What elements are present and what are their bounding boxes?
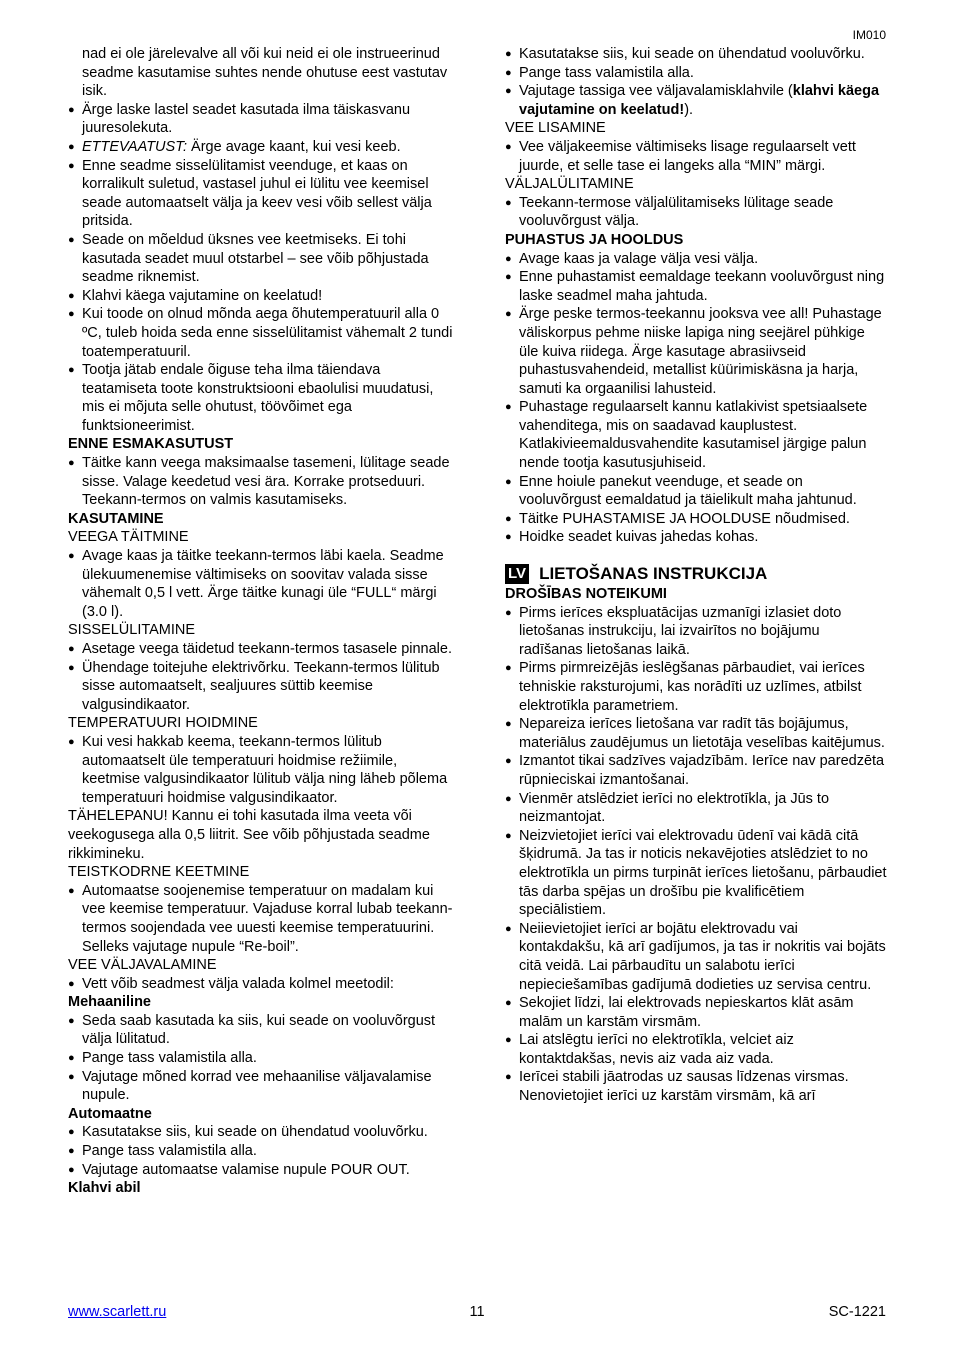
list-item: ● Pange tass valamistila alla. — [68, 1143, 257, 1160]
bullet-icon: ● — [68, 1145, 75, 1158]
bullet-icon: ● — [505, 401, 512, 414]
bullet-icon: ● — [68, 643, 75, 655]
list-item: ● Pirms pirmreizējās ieslēgšanas pārbaudiet, vai ierīces tehniskie raksturojumi, kas norādīti uz uzlīmes, atbilst elektrotīkla parametriem. — [505, 660, 865, 714]
left-column — [68, 45, 453, 1198]
usage-heading: KASUTAMINE — [68, 510, 164, 527]
bullet-icon: ● — [505, 512, 512, 525]
list-item: ● Pirms ierīces ekspluatācijas uzmanīgi izlasiet doto lietošanas instrukciju, lai izvairītos no bojājumu radīšanas lietošanas laikā. — [505, 604, 842, 658]
list-item: ● Enne seadme sisselülitamist veenduge, et kaas on korralikult suletud, vastasel juhul ei lülitu vee keemisel seade automaatselt välja ja keev vesi võib sellest välja pritsida. — [68, 157, 432, 230]
list-item: ● Pange tass valamistila alla. — [68, 1050, 257, 1067]
list-item: ● Seda saab kasutada ka siis, kui seade on vooluvõrgust välja lülitatud. — [68, 1012, 436, 1048]
keep-warm-heading: TEMPERATUURI HOIDMINE — [68, 715, 258, 732]
model-number: SC-1221 — [828, 1304, 886, 1320]
list-item: ● Enne hoiule panekut veenduge, et seade on vooluvõrgust eemaldatud ja täielikult maha jahtunud. — [505, 473, 857, 509]
bullet-icon: ● — [505, 475, 512, 488]
list-item: ● Avage kaas ja valage välja vesi välja. — [505, 250, 759, 267]
document-code: IM010 — [852, 28, 886, 42]
bullet-icon: ● — [505, 755, 512, 768]
bullet-icon: ● — [68, 159, 75, 172]
list-item: ● Kui vesi hakkab keema, teekann-termos lülitub automaatselt üle temperatuuri hoidmise režiimile, keetmise valgusindikaator lülitub välja ning läheb põlema temperatuuri hoidmise valgusindikaator. — [68, 733, 448, 806]
list-item: ● Pange tass valamistila alla. — [505, 64, 694, 81]
reboil-heading: TEISTKODRNE KEETMINE — [68, 864, 250, 881]
list-item: ● Täitke kann veega maksimaalse tasemeni, lülitage seade sisse. Valage keedetud vesi ära. Korrake protseduuri. Teekann-termos on valmis kasutamiseks. — [68, 455, 450, 509]
bullet-icon: ● — [68, 1052, 75, 1065]
bullet-icon: ● — [505, 271, 512, 284]
add-water-heading: VEE LISAMINE — [505, 120, 606, 137]
bullet-icon: ● — [505, 606, 512, 619]
section-title — [505, 563, 887, 585]
bullet-icon: ● — [68, 661, 75, 674]
bullet-icon: ● — [505, 85, 512, 98]
list-item: ● Täitke PUHASTAMISE JA HOOLDUSE nõudmised. — [505, 510, 850, 527]
bullet-icon: ● — [68, 103, 75, 116]
automatic-heading: Automaatne — [68, 1105, 152, 1122]
list-item: ● Tootja jätab endale õiguse teha ilma täiendava teatamiseta toote konstruktsiooni ebaolulisi muudatusi, mis ei mõjuta selle ohutust, töövõimet ega funktsioneerimist. — [68, 362, 434, 434]
list-item: ● Avage kaas ja täitke teekann-termos läbi kaela. Seadme ülekuumenemise vältimiseks on soovitav valada sisse vähemalt 0,5 l vett. Ärge täitke kunagi üle “FULL“ märgi (3.0 l). — [68, 548, 444, 620]
bullet-icon: ● — [505, 829, 512, 842]
bullet-icon: ● — [505, 1034, 512, 1047]
bullet-icon: ● — [505, 252, 512, 265]
right-column — [505, 45, 887, 1106]
section-heading: LIETOŠANAS INSTRUKCIJA — [539, 563, 768, 583]
list-item: ● Neiievietojiet ierīci ar bojātu elektrovadu vai kontakdakšu, kā arī gadījumos, ja tas ir nokritis vai bojāts citā veidā. Lai pārbaudītu un salabotu ierīci nepieciešamības gadījumā dodieties uz servisa centru. — [505, 920, 886, 993]
bullet-icon: ● — [68, 550, 75, 563]
bullet-icon: ● — [505, 792, 512, 805]
bullet-icon: ● — [68, 977, 75, 990]
list-item: ● Puhastage regulaarselt kannu katlakivist spetsiaalsete vahenditega, mis on saadavad kauplustest. Katlakivieemaldusvahendite kasutamisel järgige palun nende tootja kasutusjuhiseid. — [505, 399, 868, 472]
list-item — [68, 45, 453, 101]
bullet-icon: ● — [505, 308, 512, 321]
website-link[interactable]: www.scarlett.ru — [68, 1304, 167, 1320]
list-item: ● Kui toode on olnud mõnda aega õhutemperatuuril alla 0 ºC, tuleb hoida seda enne sisselülitamist vähemalt 2 tundi toatemperatuuril. — [68, 306, 453, 360]
bullet-icon: ● — [68, 1014, 75, 1027]
cleaning-heading: PUHASTUS JA HOOLDUS — [505, 231, 684, 248]
warning-label: ETTEVAATUST: — [82, 138, 188, 155]
list-item: ● Vajutage automaatse valamise nupule POUR OUT. — [68, 1161, 410, 1178]
list-item: ● Vett võib seadmest välja valada kolmel meetodil: — [68, 975, 394, 992]
bullet-icon: ● — [505, 48, 512, 60]
bullet-icon: ● — [505, 140, 512, 153]
list-item: ● Enne puhastamist eemaldage teekann vooluvõrgust ning laske seadmel maha jahtuda. — [505, 269, 885, 304]
intro-text: nad ei ole järelevalve all või kui neid ei ole instrueerinud seadme kasutamise suhtes nende ohutuse eest vastutav isik. — [82, 46, 448, 100]
list-item: ● Neizvietojiet ierīci vai elektrovadu ūdenī vai kādā citā šķidrumā. Ja tas ir noticis nekavējoties atslēdziet to no elektrotīkla un pirms turpināt ierīces lietošanu, pārbaudiet tās darba spējas un drošību pie kvalificētiem speciālistiem. — [505, 827, 887, 919]
list-item: ● Ühendage toitejuhe elektrivõrku. Teekann-termos lülitub sisse automaatselt, sealjuures süttib keemise valgusindikaator. — [68, 659, 440, 713]
bullet-icon: ● — [68, 884, 75, 897]
language-badge: LV — [505, 564, 529, 584]
bullet-icon: ● — [505, 997, 512, 1010]
page-number: 11 — [469, 1304, 485, 1320]
list-item — [68, 138, 453, 157]
page-footer — [68, 1303, 886, 1323]
list-item: ● Teekann-termose väljalülitamiseks lülitage seade vooluvõrgust välja. — [505, 194, 834, 230]
mechanical-heading: Mehaaniline — [68, 994, 151, 1011]
bullet-icon: ● — [505, 66, 512, 79]
bullet-icon: ● — [68, 140, 75, 153]
list-item: ● Klahvi käega vajutamine on keelatud! — [68, 287, 323, 304]
bullet-icon: ● — [505, 196, 512, 209]
warning-text: Ärge avage kaant, kui vesi keeb. — [187, 138, 401, 155]
list-item: ● Vee väljakeemise vältimiseks lisage regulaarselt vett juurde, et selle tase ei langeks alla “MIN” märgi. — [505, 138, 856, 174]
bullet-icon: ● — [68, 233, 75, 246]
bullet-icon: ● — [68, 1163, 75, 1176]
attention-text: TÄHELEPANU! Kannu ei tohi kasutada ilma veeta või veekogusega alla 0,5 liitrit. See võib põhjustada seadme rikkimineku. — [68, 808, 430, 862]
list-item: ● Hoidke seadet kuivas jahedas kohas. — [505, 529, 759, 546]
bullet-icon: ● — [505, 922, 512, 935]
bullet-icon: ● — [68, 308, 75, 321]
fill-heading: VEEGA TÄITMINE — [68, 529, 189, 546]
list-item: ● Automaatse soojenemise temperatuur on madalam kui vee keemise temperatuur. Vajaduse korral lubab teekann-termos soojendada vee uuesti keemise temperatuurini. Selleks vajutage nupule “Re-boil”. — [68, 882, 453, 955]
list-item: ● Lai atslēgtu ierīci no elektrotīkla, velciet aiz kontaktdakšas, nevis aiz vada aiz vada. — [505, 1032, 794, 1067]
bullet-icon: ● — [505, 531, 512, 544]
list-item: ● Vienmēr atslēdziet ierīci no elektrotīkla, ja Jūs to neizmantojat. — [505, 790, 830, 826]
bullet-icon: ● — [68, 1126, 75, 1139]
bullet-icon: ● — [68, 1070, 75, 1083]
bullet-icon: ● — [68, 457, 75, 470]
pour-heading: VEE VÄLJAVALAMINE — [68, 957, 217, 974]
list-item: ● Ierīcei stabili jāatrodas uz sausas līdzenas virsmas. Nenovietojiet ierīci uz karstām virsmām, kā arī — [505, 1069, 849, 1105]
bullet-icon: ● — [68, 364, 75, 377]
bullet-icon: ● — [68, 735, 75, 748]
list-item: ● Seade on mõeldud üksnes vee keetmiseks. Ei tohi kasutada seadet muul otstarbel – see võib põhjustada seadme riknemist. — [68, 231, 429, 286]
switch-on-heading: SISSELÜLITAMINE — [68, 622, 196, 639]
lv-safety-heading: DROŠĪBAS NOTEIKUMI — [505, 586, 667, 603]
bullet-icon: ● — [505, 1071, 512, 1084]
first-use-heading: ENNE ESMAKASUTUST — [68, 436, 234, 453]
bullet-icon: ● — [505, 662, 512, 675]
list-item: ● Kasutatakse siis, kui seade on ühendatud vooluvõrku. — [505, 46, 865, 62]
list-item: ● Asetage veega täidetud teekann-termos tasasele pinnale. — [68, 641, 452, 657]
list-item: ● Sekojiet līdzi, lai elektrovads nepieskartos klāt asām malām un karstām virsmām. — [505, 995, 854, 1030]
list-item: ● Ärge peske termos-teekannu jooksva vee all! Puhastage väliskorpus pehme niiske lapiga ning seejärel pühkige üle kuiva riidega. Ärge kasutage abrasiivseid puhastusvahendeid, metallist küürimiskäsna ja harja, samuti ka orgaanilisi lahusteid. — [505, 306, 882, 397]
list-item: ● Nepareiza ierīces lietošana var radīt tās bojājumus, materiālus zaudējumus un lietotāja veselības kaitējumus. — [505, 716, 885, 751]
list-item: ● Ärge laske lastel seadet kasutada ilma täiskasvanu juuresolekuta. — [68, 101, 411, 137]
key-heading: Klahvi abil — [68, 1180, 141, 1197]
list-item: ● Kasutatakse siis, kui seade on ühendatud vooluvõrku. — [68, 1124, 428, 1141]
switch-off-heading: VÄLJALÜLITAMINE — [505, 176, 634, 193]
bullet-icon: ● — [68, 289, 75, 302]
list-item: ● Izmantot tikai sadzīves vajadzībām. Ierīce nav paredzēta rūpnieciskai izmantošanai. — [505, 753, 885, 788]
bullet-icon: ● — [505, 718, 512, 731]
list-item: ● Vajutage mõned korrad vee mehaanilise väljavalamise nupule. — [68, 1068, 432, 1104]
list-item: ● Vajutage tassiga vee väljavalamisklahvile (klahvi käega vajutamine on keelatud!). — [505, 83, 880, 118]
